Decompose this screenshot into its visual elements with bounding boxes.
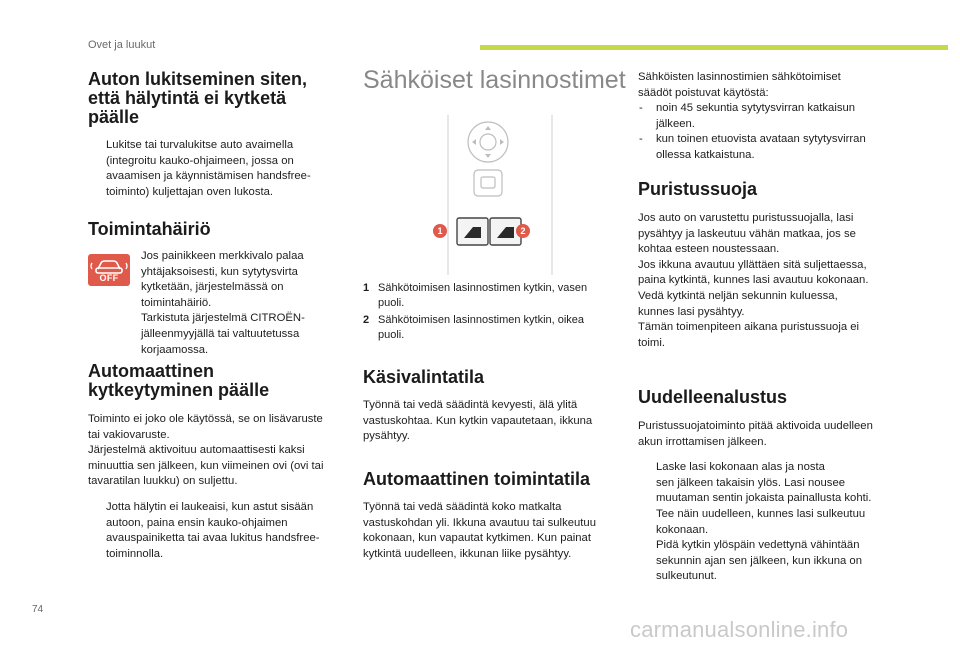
- text-line: paina kytkintä, kunnes lasi avautuu kokonaan.: [638, 274, 869, 287]
- paragraph: [638, 419, 903, 450]
- text-line: korjaamossa.: [141, 343, 209, 356]
- text-line: toiminto) kuljettajan oven lukosta.: [106, 185, 274, 198]
- title-line: kytkeytyminen päälle: [88, 380, 270, 400]
- text-line: Puristussuojatoiminto pitää aktivoida uudelleen: [638, 420, 873, 432]
- callout-marker: 2: [516, 224, 530, 238]
- section-title: Toimintahäiriö: [88, 219, 211, 239]
- legend-item: [363, 313, 628, 343]
- legend-number: 2: [363, 314, 370, 326]
- text-line: Sähköisten lasinnostimien sähkötoimiset: [638, 71, 841, 83]
- section-automatic-mode: [363, 470, 628, 562]
- text-line: Lukitse tai turvalukitse auto avaimella: [106, 139, 294, 151]
- text-line: jälleenmyyjällä tai valtuutetussa: [141, 327, 300, 340]
- switch-panel-illustration: [440, 115, 560, 277]
- bullet-item: [88, 138, 343, 200]
- text-line: sulkeutunut.: [656, 570, 717, 583]
- diagram-legend: [363, 281, 628, 343]
- section-title: Käsivalintatila: [363, 367, 485, 387]
- text-line: minuuttia sen jälkeen, kun viimeinen ovi (ovi tai: [88, 459, 324, 472]
- text-line: noin 45 sekuntia sytytysvirran katkaisun: [656, 102, 856, 115]
- callout-marker: 1: [433, 224, 447, 238]
- text-line: Tämän toimenpiteen aikana puristussuoja ei: [638, 321, 860, 334]
- section-title: Puristussuoja: [638, 179, 758, 199]
- text-line: ollessa katkaistuna.: [656, 148, 755, 161]
- section-deactivation: [638, 70, 898, 164]
- text-line: vastuskohtaa. Kun kytkin vapautetaan, ikkuna: [363, 414, 593, 427]
- text-line: autoon, paina ensin kauko-ohjaimen: [106, 516, 288, 529]
- text-line: kohtaa esteen noustessaan.: [638, 243, 780, 256]
- text-line: kun toinen etuovista avataan sytytysvirran: [656, 133, 866, 146]
- text-line: kokonaan, kun vapautat kytkimen. Kun painat: [363, 532, 591, 545]
- section-lock-without-alarm: [88, 70, 343, 200]
- section-title: [88, 70, 343, 127]
- text-line: (integroitu kauko-ohjaimeen, jossa on: [106, 154, 294, 167]
- section-malfunction: [88, 220, 343, 239]
- text-line: Sähkötoimisen lasinnostimen kytkin, oikea: [378, 314, 585, 326]
- text-line: akun irrottamisen jälkeen.: [638, 435, 767, 448]
- text-line: Toiminto ei joko ole käytössä, se on lisävaruste: [88, 413, 323, 425]
- off-label: OFF: [99, 273, 119, 283]
- paragraph: [363, 500, 628, 562]
- text-line: Laske lasi kokonaan alas ja nosta: [656, 461, 825, 474]
- dash-item: [638, 132, 898, 163]
- text-line: Pidä kytkin ylöspäin vedettynä vähintään: [656, 539, 860, 552]
- text-line: kytkintä uudelleen, ikkunan liike pysähtyy.: [363, 547, 572, 560]
- dash-marker: -: [639, 133, 643, 146]
- title-line: että hälytintä ei kytketä: [88, 88, 287, 108]
- malfunction-text: [141, 249, 346, 358]
- text-line: sen jälkeen takaisin ylös. Lasi nousee: [656, 476, 846, 489]
- text-line: yhtäjaksoisesti, kun sytytysvirta: [141, 265, 298, 278]
- section-title: [88, 362, 348, 400]
- bullet-item: [638, 460, 903, 507]
- text-line: kokonaan.: [656, 523, 709, 536]
- section-manual-mode: [363, 368, 628, 445]
- text-line: puoli.: [378, 329, 405, 341]
- legend-item: [363, 281, 628, 311]
- section-automatic-activation: [88, 362, 348, 562]
- text-line: Järjestelmä aktivoituu automaattisesti kaksi: [88, 444, 305, 457]
- title-line: päälle: [88, 107, 140, 127]
- title-line: Automaattinen: [88, 361, 214, 381]
- text-line: Jotta hälytin ei laukeaisi, kun astut sisään: [106, 500, 314, 513]
- text-line: kytketään, järjestelmässä on: [141, 281, 284, 294]
- section-reinitialisation: [638, 388, 903, 585]
- text-line: tavaratilan luukku) on suljettu.: [88, 475, 238, 488]
- legend-number: 1: [363, 282, 370, 294]
- paragraph: [141, 249, 346, 358]
- text-line: toimintahäiriö.: [141, 296, 212, 309]
- text-line: Sähkötoimisen lasinnostimen kytkin, vasen: [378, 282, 588, 294]
- section-title: Automaattinen toimintatila: [363, 469, 591, 489]
- dash-marker: -: [639, 102, 643, 115]
- text-line: pysähtyy.: [363, 430, 410, 443]
- text-line: tai vakiovaruste.: [88, 428, 170, 441]
- bullet-item: [638, 538, 903, 585]
- watermark: carmanualsonline.info: [630, 617, 849, 642]
- text-line: Tee näin uudelleen, kunnes lasi sulkeutuu: [656, 507, 866, 520]
- window-switch-diagram: [437, 115, 560, 277]
- dash-item: [638, 101, 898, 132]
- paragraph: [88, 412, 348, 490]
- text-line: avaamisen ja käynnistämisen handsfree-: [106, 170, 311, 183]
- paragraph: [363, 398, 628, 445]
- text-line: Työnnä tai vedä säädintä koko matkalta: [363, 501, 562, 513]
- paragraph: [638, 70, 898, 101]
- text-line: säädöt poistuvat käytöstä:: [638, 86, 769, 99]
- title-line: Auton lukitseminen siten,: [88, 69, 308, 89]
- bullet-item: [638, 507, 903, 538]
- section-pinch-protection: [638, 180, 903, 351]
- text-line: Jos painikkeen merkkivalo palaa: [141, 250, 304, 262]
- header-accent-bar: [480, 45, 948, 50]
- text-line: Jos auto on varustettu puristussuojalla, lasi: [638, 212, 854, 224]
- text-line: jälkeen.: [656, 117, 695, 130]
- text-line: Vedä kytkintä neljän sekunnin kuluessa,: [638, 289, 838, 302]
- text-line: Jos ikkuna avautuu yllättäen sitä suljettaessa,: [638, 258, 867, 271]
- section-title: Uudelleenalustus: [638, 387, 788, 407]
- text-line: pysähtyy ja laskeutuu vähän matkaa, jos se: [638, 227, 856, 240]
- text-line: vastuskohdan yli. Ikkuna avautuu tai sulkeutuu: [363, 516, 596, 529]
- text-line: kunnes lasi pysähtyy.: [638, 305, 745, 318]
- paragraph: [638, 211, 903, 351]
- bullet-item: [88, 500, 348, 562]
- section-power-windows: [363, 66, 628, 94]
- text-line: puoli.: [378, 297, 405, 309]
- text-line: sekunnin ajan sen jälkeen, kun ikkuna on: [656, 554, 862, 567]
- text-line: muutaman sentin jokaista painallusta kohti.: [656, 492, 872, 505]
- running-header: Ovet ja luukut: [88, 39, 156, 51]
- page-title: Sähköiset lasinnostimet: [363, 66, 626, 94]
- text-line: Työnnä tai vedä säädintä kevyesti, älä ylitä: [363, 399, 578, 411]
- text-line: Tarkistuta järjestelmä CITROËN-: [141, 312, 305, 325]
- text-line: avauspainiketta tai avaa lukitus handsfree-: [106, 532, 320, 545]
- page-number: 74: [32, 604, 44, 615]
- text-line: toiminnolla.: [106, 547, 164, 560]
- text-line: toimi.: [638, 336, 665, 349]
- alarm-off-indicator-icon: [88, 254, 130, 286]
